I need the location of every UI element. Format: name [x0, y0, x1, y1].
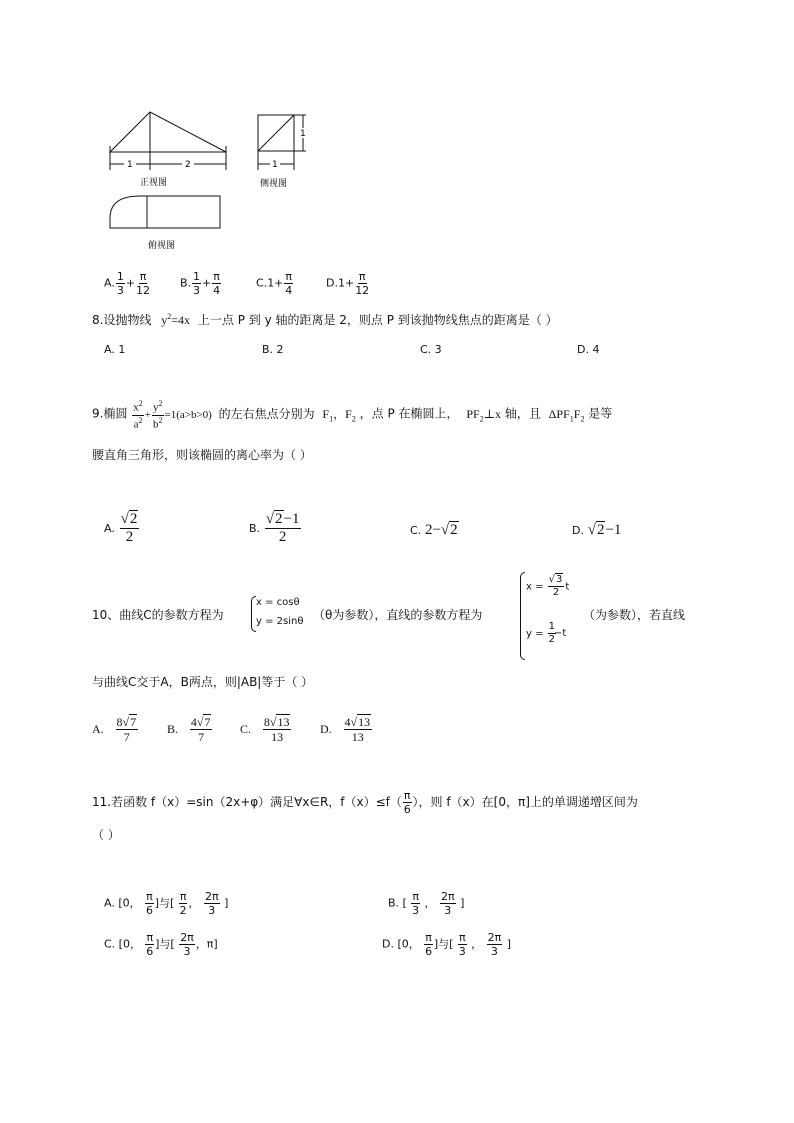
q10-line-y-neg: −t: [554, 628, 567, 639]
side-view: [258, 115, 306, 170]
three-view-figure: [100, 100, 310, 260]
q7-option-d[interactable]: D.1+ $\frac{\pi}{12}$: [326, 270, 370, 297]
q9-stem-line1: 9.椭圆 $\frac{x^2}{a^2}$ + $\frac{y^2}{b^2}$ =1(a>b>0) 的左右焦点分别为 $F_1$，$F_2$ ，点 P 在椭圆上， $PF_2\perp x$ 轴，且 $\Delta PF_1F_2$ 是等: [92, 399, 613, 431]
q10-option-c[interactable]: C. $\frac{8√13}{13}$: [240, 715, 290, 744]
q10-line-y: y = $\frac{1}{2}$: [526, 621, 556, 645]
q10-option-d[interactable]: D. $\frac{4√13}{13}$: [320, 715, 371, 744]
q7-option-c[interactable]: C.1+ $\frac{\pi}{4}$: [256, 270, 293, 297]
q9-option-d[interactable]: D. √2−1: [572, 522, 622, 538]
q9-option-c[interactable]: C. 2−√2: [410, 522, 458, 538]
q8-stem: 8.设抛物线 $y^2=4x$ 上一点 P 到 y 轴的距离是 2，则点 P 到该抛物线焦点的距离是（ ）: [92, 312, 558, 327]
q10-stem-part1: 10、曲线C的参数方程为: [92, 608, 224, 622]
q11-option-c[interactable]: C. [0， $\frac{\pi}{6}$ ]与[ $\frac{2\pi}{3}$ ，π]: [104, 931, 218, 958]
q8-option-a[interactable]: A. 1: [104, 343, 126, 356]
q9-stem-line2: 腰直角三角形，则该椭圆的离心率为（ ）: [92, 448, 312, 462]
q10-stem-part3: （为参数），若直线: [583, 608, 686, 622]
q8-option-c[interactable]: C. 3: [420, 343, 442, 356]
q10-line-x: x = $\frac{√3}{2}$ t: [526, 574, 570, 598]
top-view-label: 俯视图: [148, 241, 176, 251]
q8-option-d[interactable]: D. 4: [577, 343, 600, 356]
q11-stem-line2: （ ）: [92, 828, 120, 842]
q8-option-b[interactable]: B. 2: [262, 343, 284, 356]
q10-option-a[interactable]: A. $\frac{8√7}{7}$: [92, 715, 137, 744]
q9-option-a[interactable]: A. $\frac{√2}{2}$: [104, 511, 138, 545]
q10-stem-line2: 与曲线C交于A，B两点，则|AB|等于（ ）: [92, 675, 314, 689]
q7-option-b[interactable]: B. $\frac{1}{3}$ + $\frac{\pi}{4}$: [180, 270, 221, 297]
front-view-label: 正视图: [140, 178, 168, 188]
side-view-label: 侧视图: [260, 179, 288, 189]
q10-curve-y: y = 2sinθ: [256, 616, 304, 627]
q11-option-d[interactable]: D. [0， $\frac{\pi}{6}$ ]与[ $\frac{\pi}{3}$ ， $\frac{2\pi}{3}$ ]: [382, 931, 512, 958]
q10-line-brace: [520, 572, 525, 660]
front-dim-2: 2: [185, 160, 191, 170]
q11-stem-line1: 11.若函数 f（x）=sin（2x+φ）满足∀x∈R，f（x）≤f（ $\frac{\pi}{6}$ ），则 f（x）在[0，π]上的单调递增区间为: [92, 789, 638, 816]
q10-curve-x: x = cosθ: [256, 597, 300, 608]
front-dim-1: 1: [127, 160, 133, 170]
side-dim-right: 1: [300, 129, 306, 139]
top-view: [110, 196, 220, 228]
q11-option-b[interactable]: B. [ $\frac{\pi}{3}$ ， $\frac{2\pi}{3}$ ]: [388, 890, 465, 917]
q9-option-b[interactable]: B. $\frac{√2-1}{2}$: [249, 511, 300, 545]
q10-stem-part2: （θ为参数），直线的参数方程为: [313, 608, 483, 622]
q7-option-a[interactable]: A. $\frac{1}{3}$ + $\frac{\pi}{12}$: [104, 270, 151, 297]
side-dim-bottom: 1: [272, 160, 278, 170]
q11-option-a[interactable]: A. [0， $\frac{\pi}{6}$ ]与[ $\frac{\pi}{2}$ ， $\frac{2\pi}{3}$ ]: [104, 890, 229, 917]
q10-option-b[interactable]: B. $\frac{4√7}{7}$: [167, 715, 211, 744]
